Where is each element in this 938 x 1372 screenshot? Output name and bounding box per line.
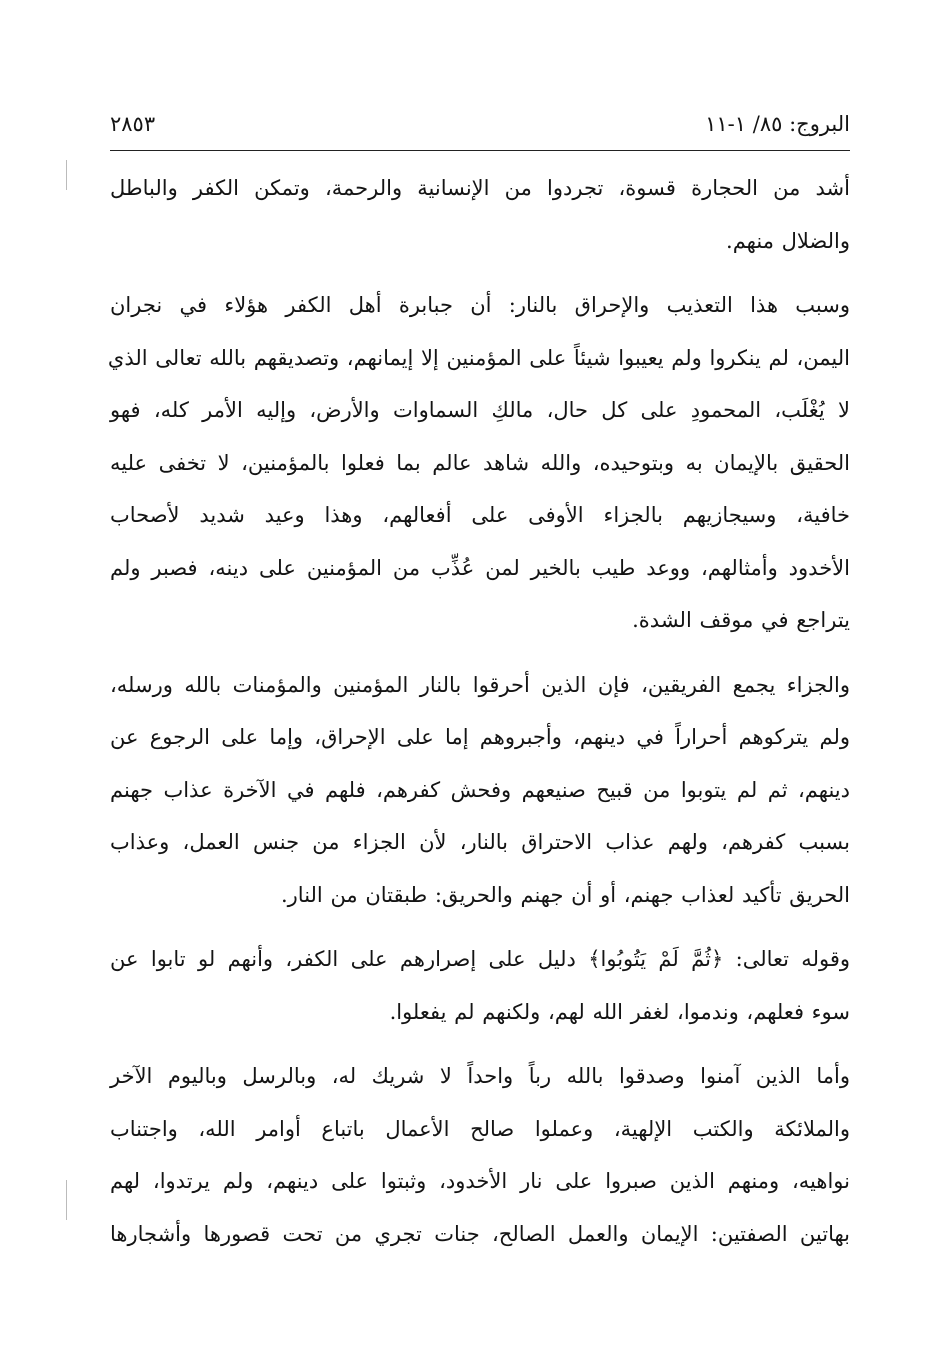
text-line: وأما الذين آمنوا وصدقوا بالله رباً واحداً لا شريك له، وبالرسل وباليوم الآخر <box>110 1064 850 1088</box>
text-line: خافية، وسيجازيهم بالجزاء الأوفى على أفعالهم، وهذا وعيد شديد لأصحاب <box>110 503 850 527</box>
page-header <box>110 108 850 144</box>
text-line: نواهيه، ومنهم الذين صبروا على نار الأخدود، وثبتوا على دينهم، ولم يرتدوا، لهم <box>110 1169 850 1193</box>
paragraph <box>110 162 850 267</box>
paragraph <box>110 933 850 1038</box>
text-line: أشد من الحجارة قسوة، تجردوا من الإنسانية والرحمة، وتمكن الكفر والباطل <box>110 176 850 200</box>
chapter-reference: البروج: ٨٥/ ١-١١ <box>705 112 850 136</box>
text-line: والضلال منهم. <box>726 228 850 253</box>
text-line: لا يُغْلَب، المحمودِ على كل حال، مالكِ السماوات والأرض، وإليه الأمر كله، فهو <box>110 398 850 422</box>
text-line: الحقيق بالإيمان به وبتوحيده، والله شاهد عالم بما فعلوا بالمؤمنين، لا تخفى عليه <box>110 450 850 475</box>
text-line: دينهم، ثم لم يتوبوا من قبيح صنيعهم وفحش كفرهم، فلهم في الآخرة عذاب جهنم <box>110 777 850 802</box>
text-line: وقوله تعالى: ﴿ثُمَّ لَمْ يَتُوبُوا﴾ دليل على إصرارهم على الكفر، وأنهم لو تابوا عن <box>110 947 850 971</box>
paragraph <box>110 659 850 922</box>
text-line: والملائكة والكتب الإلهية، وعملوا صالح الأعمال باتباع أوامر الله، واجتناب <box>110 1116 850 1141</box>
text-line: وسبب هذا التعذيب والإحراق بالنار: أن جبابرة أهل الكفر هؤلاء في نجران <box>110 293 850 317</box>
page-body <box>107 162 850 1260</box>
text-line: سوء فعلهم، وندموا، لغفر الله لهم، ولكنهم لم يفعلوا. <box>389 999 850 1024</box>
text-line: والجزاء يجمع الفريقين، فإن الذين أحرقوا بالنار المؤمنين والمؤمنات بالله ورسله، <box>110 672 850 697</box>
text-line: يتراجع في موقف الشدة. <box>632 608 850 632</box>
paragraph <box>110 1050 850 1260</box>
header-divider <box>110 150 850 151</box>
text-line: الأخدود وأمثالهم، ووعد طيب بالخير لمن عُذِّب من المؤمنين على دينه، فصبر ولم <box>110 555 850 580</box>
text-line: بسبب كفرهم، ولهم عذاب الاحتراق بالنار، لأن الجزاء من جنس العمل، وعذاب <box>110 830 850 854</box>
paragraph <box>107 279 850 647</box>
text-line: اليمن، لم ينكروا ولم يعيبوا شيئاً على المؤمنين إلا إيمانهم، وتصديقهم بالله تعالى الذي <box>107 345 850 370</box>
text-line: بهاتين الصفتين: الإيمان والعمل الصالح، جنات تجري من تحت قصورها وأشجارها <box>110 1221 850 1246</box>
scan-margin-mark <box>66 1180 67 1220</box>
page-number: ٢٨٥٣ <box>110 112 156 136</box>
text-line: ولم يتركوهم أحراراً في دينهم، وأجبروهم إما على الإحراق، وإما على الرجوع عن <box>110 725 850 749</box>
text-line: الحريق تأكيد لعذاب جهنم، أو أن جهنم والحريق: طبقتان من النار. <box>280 882 850 907</box>
scan-margin-mark <box>66 160 67 190</box>
